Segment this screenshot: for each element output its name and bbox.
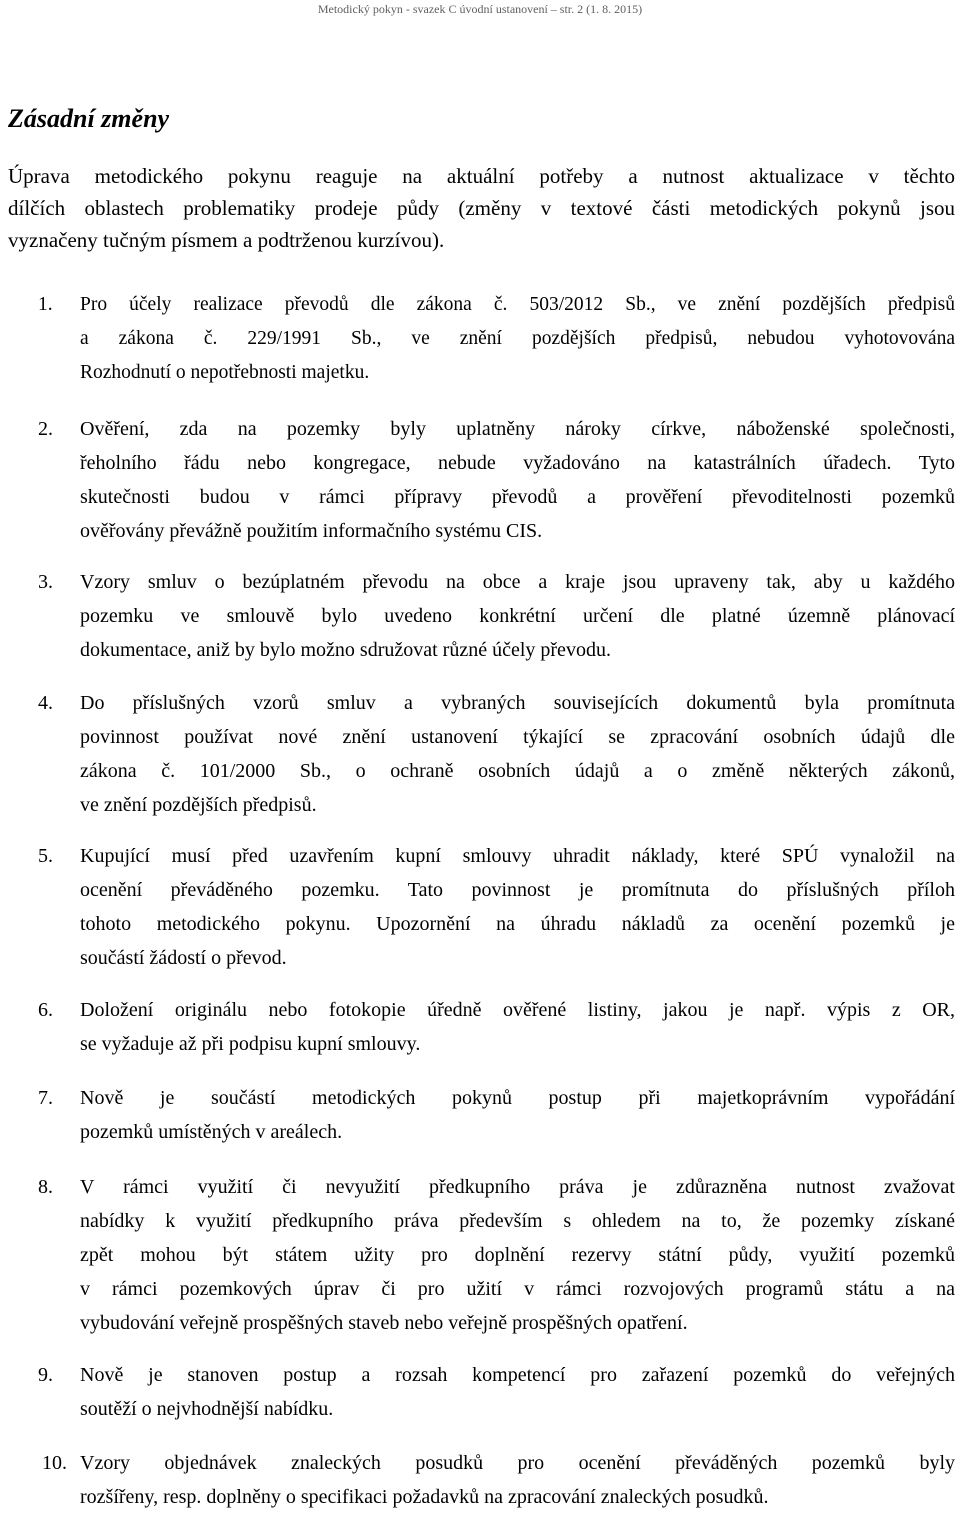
list-item	[8, 288, 955, 390]
text-line: se vyžaduje až při podpisu kupní smlouvy.	[80, 1033, 421, 1055]
list-item	[8, 1446, 955, 1514]
text-line: pozemků umístěných v areálech.	[80, 1121, 343, 1143]
intro-paragraph	[8, 160, 955, 256]
text-line: Vzory smluv o bezúplatném převodu na obce a kraje jsou upraveny tak, aby u každého	[80, 571, 955, 593]
list-item-number: 7.	[38, 1087, 53, 1109]
text-line: V rámci využití či nevyužití předkupního práva je zdůrazněna nutnost zvažovat	[80, 1176, 955, 1198]
section-title: Zásadní změny	[8, 104, 170, 133]
list-item-text	[80, 412, 955, 548]
list-item	[8, 1170, 955, 1340]
text-line: zákona č. 101/2000 Sb., o ochraně osobních údajů a o změně některých zákonů,	[80, 760, 955, 782]
list-item-number: 5.	[38, 845, 53, 867]
text-line: ve znění pozdějších předpisů.	[80, 794, 317, 816]
list-item	[8, 993, 955, 1061]
text-line: ocenění převáděného pozemku. Tato povinnost je promítnuta do příslušných příloh	[80, 879, 955, 901]
text-line: skutečnosti budou v rámci přípravy převodů a prověření převoditelnosti pozemků	[80, 486, 955, 508]
list-item-number: 6.	[38, 999, 53, 1021]
list-item-text	[80, 1358, 955, 1426]
text-line: tohoto metodického pokynu. Upozornění na úhradu nákladů za ocenění pozemků je	[80, 913, 955, 935]
list-item-number: 10.	[42, 1452, 67, 1474]
list-item-number: 9.	[38, 1364, 53, 1386]
text-line: Kupující musí před uzavřením kupní smlouvy uhradit náklady, které SPÚ vynaložil na	[80, 845, 955, 867]
list-item-text	[80, 993, 955, 1061]
list-item	[8, 412, 955, 548]
text-line: řeholního řádu nebo kongregace, nebude vyžadováno na katastrálních úřadech. Tyto	[80, 452, 955, 474]
text-line: vybudování veřejně prospěšných staveb nebo veřejně prospěšných opatření.	[80, 1312, 688, 1334]
list-item-number: 2.	[38, 418, 53, 440]
text-line: v rámci pozemkových úprav či pro užití v rámci rozvojových programů státu a na	[80, 1278, 955, 1300]
text-line: Pro účely realizace převodů dle zákona č. 503/2012 Sb., ve znění pozdějších předpisů	[80, 294, 955, 315]
list-item-number: 3.	[38, 571, 53, 593]
intro-line: dílčích oblastech problematiky prodeje půdy (změny v textové části metodických pokynů jsou	[8, 196, 955, 220]
list-item-text	[80, 565, 955, 667]
text-line: pozemku ve smlouvě bylo uvedeno konkrétní určení dle platné územně plánovací	[80, 605, 955, 627]
text-line: součástí žádostí o převod.	[80, 947, 287, 969]
intro-line: Úprava metodického pokynu reaguje na aktuální potřeby a nutnost aktualizace v těchto	[8, 164, 955, 188]
text-line: Ověření, zda na pozemky byly uplatněny nároky církve, náboženské společnosti,	[80, 418, 955, 440]
list-item-text	[80, 686, 955, 822]
page-header: Metodický pokyn - svazek C úvodní ustanovení – str. 2 (1. 8. 2015)	[317, 2, 643, 16]
list-item	[8, 1358, 955, 1426]
list-item-text	[80, 1170, 955, 1340]
text-line: a zákona č. 229/1991 Sb., ve znění pozdějších předpisů, nebudou vyhotovována	[80, 328, 955, 349]
list-item-number: 8.	[38, 1176, 53, 1198]
text-line: Doložení originálu nebo fotokopie úředně ověřené listiny, jakou je např. výpis z OR,	[80, 999, 955, 1021]
text-line: Vzory objednávek znaleckých posudků pro ocenění převáděných pozemků byly	[80, 1452, 955, 1474]
text-line: zpět mohou být státem užity pro doplnění rezervy státní půdy, využití pozemků	[80, 1244, 955, 1266]
list-item-text	[80, 1446, 955, 1514]
text-line: povinnost používat nové znění ustanovení týkající se zpracování osobních údajů dle	[80, 726, 955, 748]
list-item	[8, 686, 955, 822]
text-line: Do příslušných vzorů smluv a vybraných souvisejících dokumentů byla promítnuta	[80, 692, 955, 714]
list-item	[8, 839, 955, 975]
list-item-number: 4.	[38, 692, 53, 714]
list-item-text	[80, 288, 955, 390]
list-item	[8, 565, 955, 667]
text-line: Rozhodnutí o nepotřebnosti majetku.	[80, 362, 370, 383]
text-line: ověřovány převážně použitím informačního systému CIS.	[80, 520, 543, 542]
list-item	[8, 1081, 955, 1149]
list-item-text	[80, 1081, 955, 1149]
text-line: dokumentace, aniž by bylo možno sdružovat různé účely převodu.	[80, 639, 611, 661]
text-line: Nově je stanoven postup a rozsah kompetencí pro zařazení pozemků do veřejných	[80, 1364, 955, 1386]
text-line: soutěží o nejvhodnější nabídku.	[80, 1398, 334, 1420]
list-item-text	[80, 839, 955, 975]
text-line: nabídky k využití předkupního práva především s ohledem na to, že pozemky získané	[80, 1210, 955, 1232]
text-line: Nově je součástí metodických pokynů postup při majetkoprávním vypořádání	[80, 1087, 955, 1109]
list-item-number: 1.	[38, 294, 53, 315]
text-line: rozšířeny, resp. doplněny o specifikaci požadavků na zpracování znaleckých posudků.	[80, 1486, 769, 1508]
intro-line: vyznačeny tučným písmem a podtrženou kurzívou).	[8, 228, 445, 252]
